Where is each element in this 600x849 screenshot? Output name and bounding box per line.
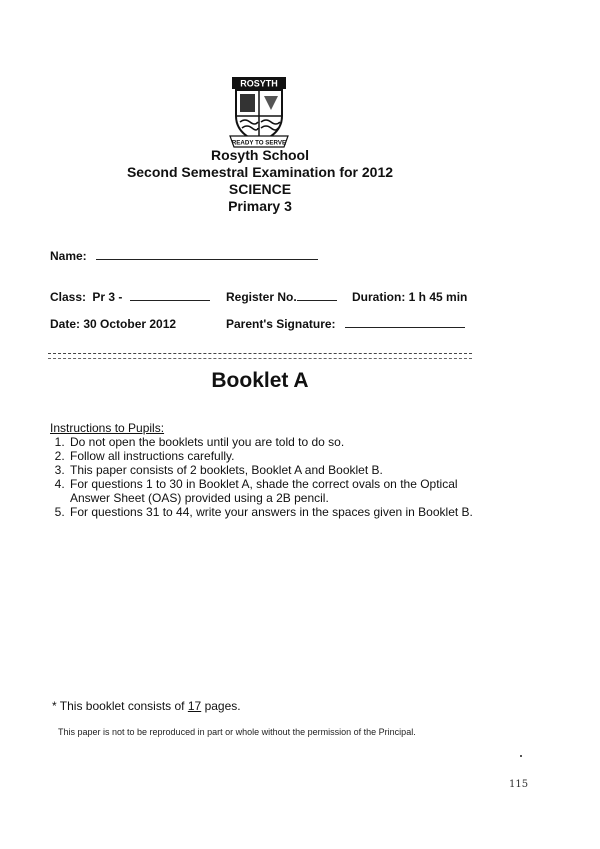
name-field[interactable] [96, 259, 318, 260]
crest-motto: READY TO SERVE [231, 139, 287, 147]
school-name: Rosyth School [210, 147, 309, 163]
booklet-title: Booklet A [211, 369, 309, 392]
instructions-title: Instructions to Pupils: [50, 421, 165, 435]
signature-label: Parent's Signature: [226, 317, 336, 331]
pages-prefix: * This booklet consists of [52, 699, 185, 713]
pages-count: 17 [187, 699, 202, 713]
exam-header [0, 147, 520, 215]
signature-field[interactable] [345, 327, 465, 328]
class-label: Class: [50, 290, 87, 304]
register-field[interactable] [297, 300, 337, 301]
instruction-item: 4. For questions 1 to 30 in Booklet A, shade the correct ovals on the Optical Answer Sheet (OAS) provided using a 2B pencil. [68, 477, 490, 505]
class-value: Pr 3 - [92, 290, 123, 304]
instruction-item: 2. Follow all instructions carefully. [68, 449, 490, 463]
pages-suffix: pages. [204, 699, 241, 713]
handwritten-page-mark: 115 [509, 779, 529, 790]
date-label: Date: [50, 317, 81, 331]
school-crest [228, 76, 290, 148]
copyright-note: This paper is not to be reproduced in part or whole without the permission of the Principal. [58, 727, 416, 737]
page-count-note [52, 699, 241, 713]
signature-field-group [226, 317, 465, 331]
name-label: Name: [50, 249, 87, 263]
instruction-item: 3. This paper consists of 2 booklets, Booklet A and Booklet B. [68, 463, 490, 477]
date-field-group [50, 317, 176, 331]
section-divider [48, 353, 472, 359]
stray-mark [520, 755, 522, 757]
instruction-item: 1. Do not open the booklets until you are told to do so. [68, 435, 490, 449]
exam-title: Second Semestral Examination for 2012 [126, 164, 394, 180]
register-label: Register No. [226, 290, 297, 304]
duration-value: 1 h 45 min [408, 290, 468, 304]
class-field-group [50, 290, 210, 304]
instructions [50, 421, 490, 519]
subject-title: SCIENCE [228, 181, 292, 197]
instruction-item: 5. For questions 31 to 44, write your answers in the spaces given in Booklet B. [68, 505, 490, 519]
name-row [50, 249, 318, 263]
register-field-group [226, 290, 337, 304]
class-field[interactable] [130, 300, 210, 301]
duration-field-group [352, 290, 467, 304]
instructions-list [50, 435, 490, 519]
duration-label: Duration: [352, 290, 406, 304]
crest-banner: ROSYTH [240, 78, 278, 89]
level-title: Primary 3 [228, 198, 292, 214]
date-value: 30 October 2012 [83, 317, 177, 331]
